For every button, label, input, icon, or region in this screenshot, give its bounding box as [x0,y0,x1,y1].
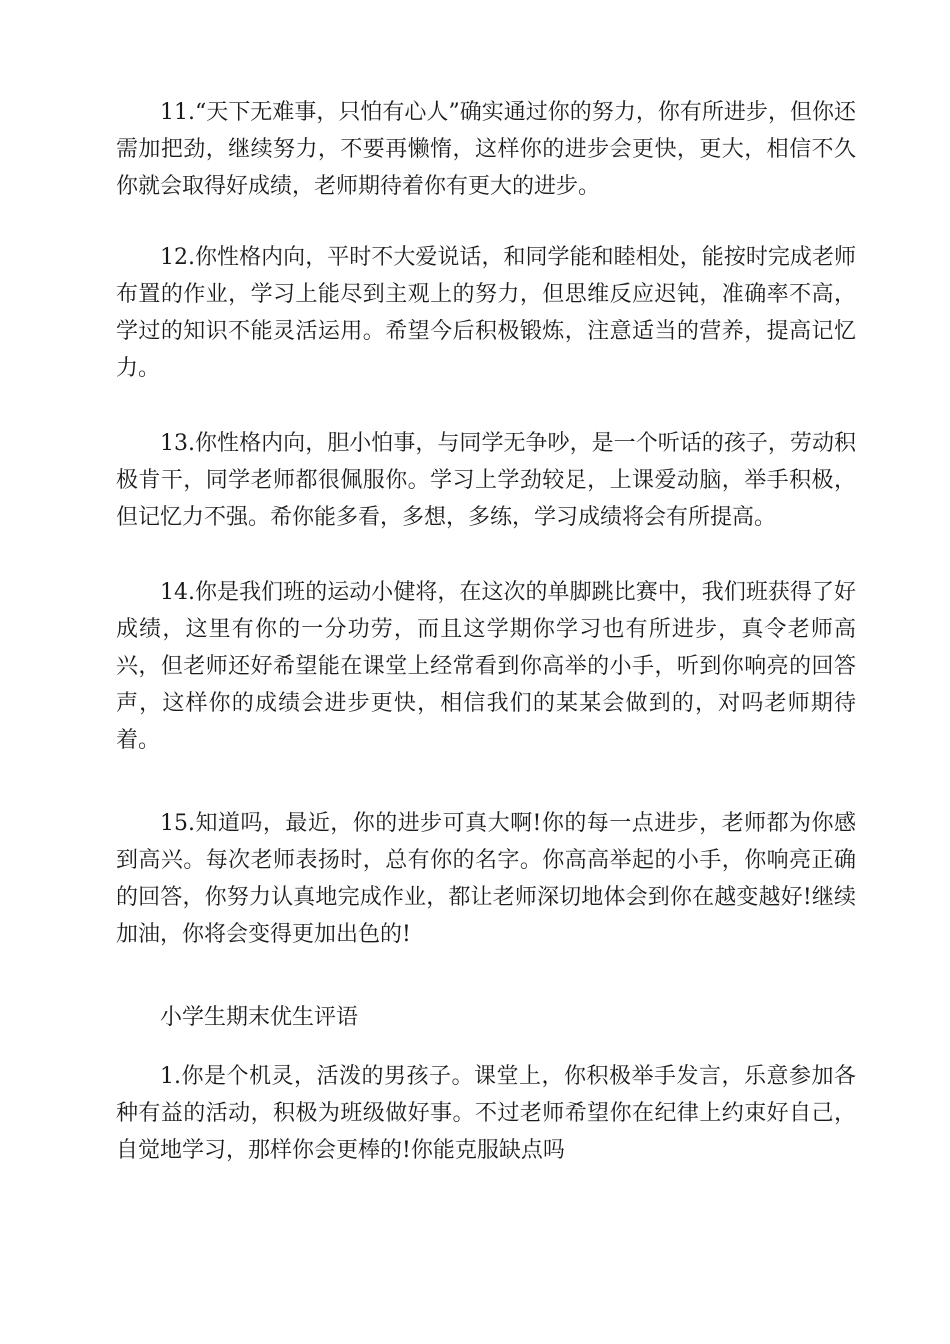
comment-paragraph-14: 14.你是我们班的运动小健将，在这次的单脚跳比赛中，我们班获得了好成绩，这里有你的一分功劳，而且这学期你学习也有所进步，真令老师高兴，但老师还好希望能在课堂上经常看到你高举的小手，听到你响亮的回答声，这样你的成绩会进步更快，相信我们的某某会做到的，对吗老师期待着。 [116,580,856,753]
comment-paragraph-15: 15.知道吗，最近，你的进步可真大啊!你的每一点进步，老师都为你感到高兴。每次老师表扬时，总有你的名字。你高高举起的小手，你响亮正确的回答，你努力认真地完成作业，都让老师深切地体会到你在越变越好!继续加油，你将会变得更加出色的! [116,811,856,947]
section-heading: 小学生期末优生评语 [160,1005,359,1030]
comment-paragraph-13: 13.你性格内向，胆小怕事，与同学无争吵，是一个听话的孩子，劳动积极肯干，同学老师都很佩服你。学习上学劲较足，上课爱动脑，举手积极，但记忆力不强。希你能多看，多想，多练，学习成绩将会有所提高。 [116,431,856,530]
comment-paragraph-11: 11.“天下无难事，只怕有心人”确实通过你的努力，你有所进步，但你还需加把劲，继续努力，不要再懒惰，这样你的进步会更快，更大，相信不久你就会取得好成绩，老师期待着你有更大的进步。 [116,100,856,199]
excellent-comment-paragraph-1: 1.你是个机灵，活泼的男孩子。课堂上，你积极举手发言，乐意参加各种有益的活动，积极为班级做好事。不过老师希望你在纪律上约束好自己，自觉地学习，那样你会更棒的!你能克服缺点吗 [116,1064,856,1163]
comment-paragraph-12: 12.你性格内向，平时不大爱说话，和同学能和睦相处，能按时完成老师布置的作业，学习上能尽到主观上的努力，但思维反应迟钝，准确率不高，学过的知识不能灵活运用。希望今后积极锻炼，注意适当的营养，提高记忆力。 [116,245,856,381]
